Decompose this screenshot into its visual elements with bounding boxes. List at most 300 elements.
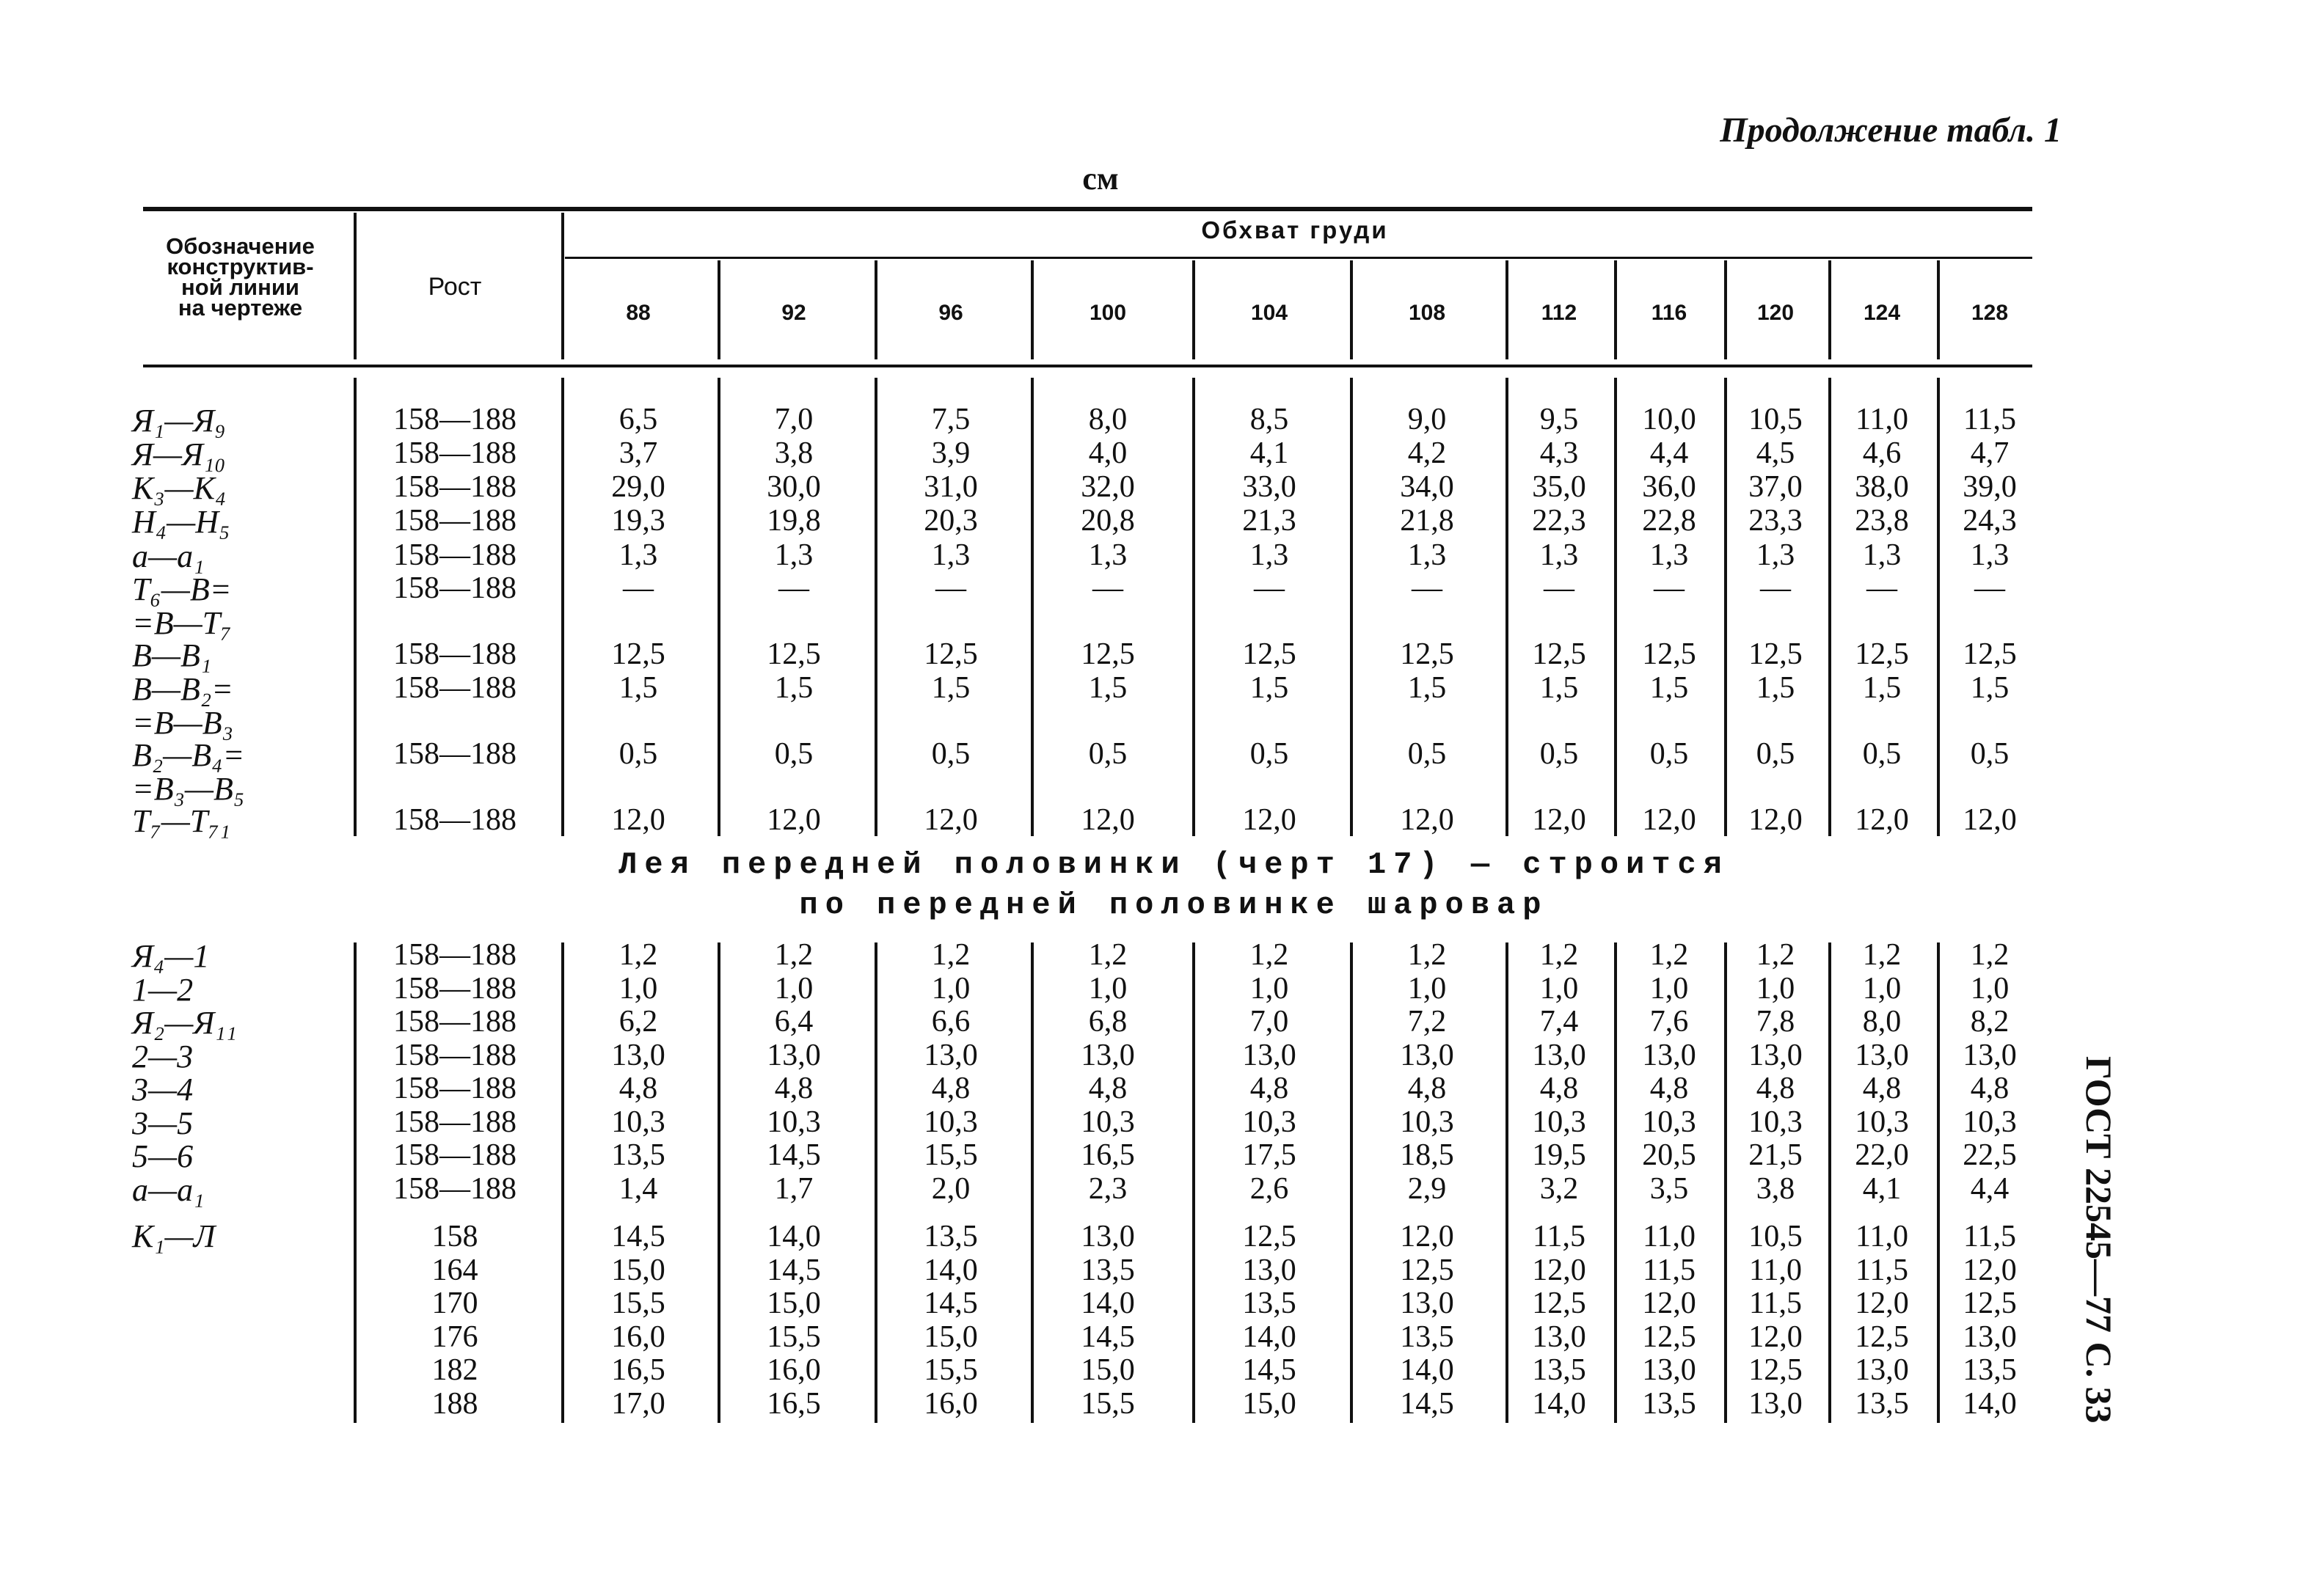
table-cell: 12,5 xyxy=(1532,637,1586,671)
table-cell: 22,5 xyxy=(1963,1138,2017,1172)
table-cell: 1,5 xyxy=(1756,671,1795,705)
column-header-designation xyxy=(139,233,341,321)
row-height: 164 xyxy=(431,1253,478,1287)
table-cell: 1,5 xyxy=(618,671,658,705)
table-cell: 14,0 xyxy=(1081,1286,1135,1320)
row-label: К₃—К₄ xyxy=(132,470,227,506)
table-cell: 12,0 xyxy=(1963,1253,2017,1287)
table-cell: 4,8 xyxy=(1249,1072,1289,1105)
row-height-range: 158—188 xyxy=(393,1038,517,1072)
table-cell: 21,5 xyxy=(1748,1138,1803,1172)
row-label: Т₇—Т₇₁ xyxy=(132,803,230,839)
table-cell: 30,0 xyxy=(767,470,821,504)
table-cell: 11,0 xyxy=(1855,1220,1908,1253)
column-header-height: Рост xyxy=(428,273,482,301)
table-cell: 12,5 xyxy=(1855,1319,1909,1354)
col-label-line: ной линии xyxy=(181,274,299,300)
row-height-range: 158—188 xyxy=(393,1105,517,1139)
table-cell: 2,9 xyxy=(1407,1171,1447,1206)
row-height-range: 158—188 xyxy=(393,737,517,771)
table-cell: 14,5 xyxy=(924,1286,978,1320)
table-cell: 0,5 xyxy=(1088,737,1128,771)
column-divider xyxy=(875,378,877,836)
table-cell: 12,5 xyxy=(1748,637,1803,671)
size-header-cell: 104 xyxy=(1250,301,1288,325)
table-cell: 0,5 xyxy=(1649,737,1689,771)
table-cell: 10,3 xyxy=(1532,1105,1586,1139)
table-cell: 15,5 xyxy=(611,1286,665,1320)
column-divider xyxy=(561,942,564,1423)
row-height-range: 158—188 xyxy=(393,1171,517,1206)
table-cell: 35,0 xyxy=(1532,470,1586,504)
row-height-range: 158—188 xyxy=(393,470,517,504)
table-cell: 13,0 xyxy=(1081,1220,1135,1253)
table-cell: 13,5 xyxy=(1242,1286,1296,1320)
table-cell: — xyxy=(623,571,654,605)
table-cell: 14,0 xyxy=(1400,1353,1454,1387)
table-cell: 3,8 xyxy=(1756,1171,1795,1206)
table-cell: 12,5 xyxy=(1400,637,1454,671)
size-header-cell: 108 xyxy=(1408,301,1446,325)
table-cell: 12,0 xyxy=(1532,1253,1586,1287)
table-cell: 3,7 xyxy=(618,436,658,470)
table-cell: 10,3 xyxy=(1963,1105,2017,1139)
table-cell: 0,5 xyxy=(1756,737,1795,771)
row-height: 170 xyxy=(431,1286,478,1320)
table-cell: 3,8 xyxy=(774,436,814,470)
table-cell: 13,0 xyxy=(1400,1038,1454,1072)
table-cell: 15,0 xyxy=(767,1286,821,1320)
table-cell: 21,3 xyxy=(1242,504,1296,538)
table-cell: 1,0 xyxy=(1970,971,2010,1006)
table-cell: 13,0 xyxy=(1242,1253,1296,1287)
table-cell: 11,5 xyxy=(1963,403,2016,436)
col-label-line: на чертеже xyxy=(178,295,303,321)
column-divider xyxy=(1350,942,1353,1423)
table-cell: 11,0 xyxy=(1643,1220,1696,1253)
header-bottom-rule xyxy=(143,365,2032,367)
table-cell: 12,0 xyxy=(1855,803,1909,837)
table-cell: 4,8 xyxy=(618,1072,658,1105)
table-cell: 0,5 xyxy=(774,737,814,771)
table-cell: 22,0 xyxy=(1855,1138,1909,1172)
col-label-line: Обозначение xyxy=(166,233,315,259)
table-cell: 14,0 xyxy=(767,1220,821,1253)
table-cell: 15,0 xyxy=(924,1319,978,1354)
table-cell: 0,5 xyxy=(1539,737,1579,771)
table-cell: 21,8 xyxy=(1400,504,1454,538)
table-cell: 8,0 xyxy=(1088,403,1128,436)
table-cell: 12,5 xyxy=(611,637,665,671)
table-cell: 31,0 xyxy=(924,470,978,504)
table-cell: 1,3 xyxy=(931,538,971,572)
table-cell: 0,5 xyxy=(1862,737,1902,771)
table-cell: 2,0 xyxy=(931,1171,971,1206)
row-height: 182 xyxy=(431,1353,478,1387)
size-header-cell: 124 xyxy=(1863,301,1901,325)
table-cell: 15,5 xyxy=(924,1138,978,1172)
table-cell: 11,5 xyxy=(1963,1220,2016,1253)
table-cell: 1,3 xyxy=(1970,538,2010,572)
table-cell: 12,0 xyxy=(1400,803,1454,837)
table-cell: 12,0 xyxy=(1532,803,1586,837)
table-cell: 1,2 xyxy=(1862,938,1902,972)
table-cell: 12,5 xyxy=(1532,1286,1586,1320)
table-cell: 13,5 xyxy=(1532,1353,1586,1387)
table-cell: — xyxy=(1092,571,1123,605)
column-divider xyxy=(1031,942,1034,1423)
side-page-footer: ГОСТ 22545—77 С. 33 xyxy=(2078,1056,2120,1424)
table-cell: 12,5 xyxy=(767,637,821,671)
table-cell: 14,0 xyxy=(1963,1386,2017,1421)
table-cell: 1,2 xyxy=(1249,938,1289,972)
table-cell: 15,0 xyxy=(1081,1353,1135,1387)
row-height-range: 158—188 xyxy=(393,637,517,671)
size-header-cell: 100 xyxy=(1089,301,1127,325)
table-cell: 16,5 xyxy=(767,1386,821,1421)
column-divider xyxy=(718,260,720,359)
row-label-continuation: =В—В₃ xyxy=(132,705,233,741)
table-cell: 9,5 xyxy=(1539,403,1579,436)
row-height-range: 158—188 xyxy=(393,538,517,572)
table-cell: 10,3 xyxy=(924,1105,978,1139)
table-cell: 14,0 xyxy=(1242,1319,1296,1354)
table-cell: 14,0 xyxy=(924,1253,978,1287)
note-line-1: Лея передней половинки (черт 17) — строится xyxy=(618,847,1729,882)
table-cell: 11,0 xyxy=(1855,403,1908,436)
table-cell: 6,4 xyxy=(774,1005,814,1039)
row-height-range: 158—188 xyxy=(393,803,517,837)
table-cell: 6,6 xyxy=(931,1005,971,1039)
table-cell: 1,0 xyxy=(931,971,971,1006)
row-label: Я₂—Я₁₁ xyxy=(132,1005,237,1041)
table-cell: 16,0 xyxy=(924,1386,978,1421)
table-cell: 10,3 xyxy=(1081,1105,1135,1139)
table-cell: 13,0 xyxy=(611,1038,665,1072)
table-cell: 12,0 xyxy=(1400,1220,1454,1253)
table-cell: 12,0 xyxy=(1748,803,1803,837)
table-cell: 1,5 xyxy=(1970,671,2010,705)
table-cell: 7,8 xyxy=(1756,1005,1795,1039)
table-cell: 15,5 xyxy=(767,1319,821,1354)
column-divider xyxy=(561,378,564,836)
table-cell: 1,2 xyxy=(1088,938,1128,972)
table-cell: 10,3 xyxy=(1642,1105,1696,1139)
table-cell: 13,0 xyxy=(1855,1353,1909,1387)
table-cell: 1,4 xyxy=(618,1171,658,1206)
column-divider xyxy=(1505,260,1508,359)
table-cell: 20,3 xyxy=(924,504,978,538)
column-divider xyxy=(1937,260,1940,359)
table-cell: 6,8 xyxy=(1088,1005,1128,1039)
table-cell: 1,2 xyxy=(1407,938,1447,972)
table-cell: — xyxy=(778,571,809,605)
table-cell: 4,8 xyxy=(931,1072,971,1105)
table-cell: 13,5 xyxy=(1400,1319,1454,1354)
table-cell: 13,5 xyxy=(1963,1353,2017,1387)
row-height: 188 xyxy=(431,1386,478,1421)
table-cell: 18,5 xyxy=(1400,1138,1454,1172)
table-cell: 12,0 xyxy=(924,803,978,837)
col-label-line: конструктив- xyxy=(167,254,314,279)
row-label: В₂—В₄= xyxy=(132,737,245,773)
table-cell: — xyxy=(1760,571,1791,605)
table-cell: 14,5 xyxy=(767,1138,821,1172)
row-height-range: 158—188 xyxy=(393,971,517,1006)
column-divider xyxy=(875,942,877,1423)
table-cell: 13,0 xyxy=(1642,1038,1696,1072)
row-label: Я₁—Я₉ xyxy=(132,403,226,439)
table-cell: 6,5 xyxy=(618,403,658,436)
table-cell: 16,0 xyxy=(611,1319,665,1354)
table-cell: 0,5 xyxy=(618,737,658,771)
table-cell: 13,5 xyxy=(1855,1386,1909,1421)
table-cell: 19,5 xyxy=(1532,1138,1586,1172)
table-cell: 39,0 xyxy=(1963,470,2017,504)
table-cell: 7,0 xyxy=(774,403,814,436)
size-header-cell: 128 xyxy=(1971,301,2009,325)
table-cell: 12,5 xyxy=(1748,1353,1803,1387)
table-cell: 1,7 xyxy=(774,1171,814,1206)
table-cell: 12,0 xyxy=(1642,1286,1696,1320)
table-cell: 22,3 xyxy=(1532,504,1586,538)
table-cell: 15,5 xyxy=(1081,1386,1135,1421)
table-cell: 2,6 xyxy=(1249,1171,1289,1206)
row-height-range: 158—188 xyxy=(393,436,517,470)
table-cell: 12,5 xyxy=(924,637,978,671)
column-divider xyxy=(1031,378,1034,836)
table-cell: 12,5 xyxy=(1963,1286,2017,1320)
table-cell: 12,5 xyxy=(1855,637,1909,671)
row-label: 5—6 xyxy=(132,1138,194,1174)
row-label: 1—2 xyxy=(132,971,194,1008)
table-cell: 10,3 xyxy=(767,1105,821,1139)
table-cell: 4,2 xyxy=(1407,436,1447,470)
row-label: 3—4 xyxy=(132,1072,194,1108)
table-cell: 3,9 xyxy=(931,436,971,470)
table-cell: — xyxy=(935,571,966,605)
table-cell: 17,0 xyxy=(611,1386,665,1421)
table-cell: 14,5 xyxy=(1081,1319,1135,1354)
table-cell: 12,0 xyxy=(1642,803,1696,837)
table-cell: 8,2 xyxy=(1970,1005,2010,1039)
table-cell: 11,5 xyxy=(1749,1286,1802,1320)
table-cell: 13,0 xyxy=(1642,1353,1696,1387)
row-height-range: 158—188 xyxy=(393,504,517,538)
table-cell: 12,0 xyxy=(1963,803,2017,837)
table-cell: 13,0 xyxy=(1963,1319,2017,1354)
table-cell: 1,5 xyxy=(1539,671,1579,705)
table-cell: 1,2 xyxy=(1970,938,2010,972)
table-cell: 13,0 xyxy=(1532,1319,1586,1354)
size-header-cell: 112 xyxy=(1541,301,1577,325)
table-cell: 10,0 xyxy=(1642,403,1696,436)
column-divider xyxy=(1828,260,1831,359)
table-cell: 15,0 xyxy=(611,1253,665,1287)
table-cell: 1,0 xyxy=(1649,971,1689,1006)
row-height-range: 158—188 xyxy=(393,1072,517,1105)
table-cell: 13,0 xyxy=(1748,1386,1803,1421)
table-cell: 4,8 xyxy=(1649,1072,1689,1105)
table-cell: 23,8 xyxy=(1855,504,1909,538)
sizes-rule xyxy=(565,257,2032,259)
table-cell: 12,0 xyxy=(611,803,665,837)
column-divider xyxy=(1724,260,1727,359)
table-cell: 19,8 xyxy=(767,504,821,538)
size-header-cell: 96 xyxy=(938,301,963,325)
table-cell: — xyxy=(1544,571,1574,605)
table-cell: 1,0 xyxy=(1862,971,1902,1006)
table-cell: 4,7 xyxy=(1970,436,2010,470)
table-cell: 4,4 xyxy=(1970,1171,2010,1206)
table-cell: 12,5 xyxy=(1963,637,2017,671)
table-cell: 4,8 xyxy=(1088,1072,1128,1105)
table-cell: 4,5 xyxy=(1756,436,1795,470)
row-label: 2—3 xyxy=(132,1038,194,1075)
row-height-range: 158—188 xyxy=(393,1138,517,1172)
table-cell: 7,4 xyxy=(1539,1005,1579,1039)
table-cell: 12,0 xyxy=(1081,803,1135,837)
table-cell: 33,0 xyxy=(1242,470,1296,504)
table-cell: 1,3 xyxy=(1539,538,1579,572)
table-cell: 12,5 xyxy=(1642,1319,1696,1354)
table-cell: — xyxy=(1974,571,2005,605)
table-cell: — xyxy=(1412,571,1442,605)
table-cell: 13,0 xyxy=(1963,1038,2017,1072)
table-cell: 1,2 xyxy=(1539,938,1579,972)
table-cell: 13,0 xyxy=(1532,1038,1586,1072)
table-cell: 1,0 xyxy=(1088,971,1128,1006)
table-cell: 14,5 xyxy=(611,1220,665,1253)
table-cell: 1,3 xyxy=(1407,538,1447,572)
row-label: Н₄—Н₅ xyxy=(132,504,230,540)
table-cell: 15,5 xyxy=(924,1353,978,1387)
row-height: 176 xyxy=(431,1319,478,1354)
row-label: Т₆—В= xyxy=(132,571,232,607)
table-cell: 9,0 xyxy=(1407,403,1447,436)
column-divider xyxy=(354,213,357,359)
table-cell: 1,0 xyxy=(1539,971,1579,1006)
row-label: а—а₁ xyxy=(132,538,205,574)
size-header-cell: 92 xyxy=(781,301,806,325)
table-cell: 4,8 xyxy=(774,1072,814,1105)
table-cell: 8,5 xyxy=(1249,403,1289,436)
table-cell: 1,5 xyxy=(1249,671,1289,705)
table-cell: 16,0 xyxy=(767,1353,821,1387)
table-cell: 1,5 xyxy=(1649,671,1689,705)
table-cell: 7,5 xyxy=(931,403,971,436)
table-cell: 4,0 xyxy=(1088,436,1128,470)
units-label: см xyxy=(1082,161,1119,197)
table-cell: 1,0 xyxy=(774,971,814,1006)
table-cell: 12,5 xyxy=(1081,637,1135,671)
table-cell: 4,8 xyxy=(1407,1072,1447,1105)
table-cell: 1,3 xyxy=(774,538,814,572)
table-cell: 2,3 xyxy=(1088,1171,1128,1206)
table-cell: 1,5 xyxy=(774,671,814,705)
table-cell: 14,5 xyxy=(767,1253,821,1287)
row-label: 3—5 xyxy=(132,1105,194,1141)
column-divider xyxy=(875,260,877,359)
table-cell: 11,5 xyxy=(1643,1253,1696,1287)
table-cell: — xyxy=(1254,571,1285,605)
table-cell: 1,0 xyxy=(618,971,658,1006)
row-label: Я—Я₁₀ xyxy=(132,436,226,472)
table-cell: 1,2 xyxy=(931,938,971,972)
table-cell: — xyxy=(1866,571,1897,605)
table-cell: 4,8 xyxy=(1862,1072,1902,1105)
table-cell: 1,2 xyxy=(774,938,814,972)
table-cell: 23,3 xyxy=(1748,504,1803,538)
table-cell: 0,5 xyxy=(1407,737,1447,771)
table-cell: 19,3 xyxy=(611,504,665,538)
table-cell: 7,0 xyxy=(1249,1005,1289,1039)
top-rule xyxy=(143,207,2032,211)
table-cell: 12,5 xyxy=(1642,637,1696,671)
table-cell: 1,3 xyxy=(1249,538,1289,572)
table-cell: 1,2 xyxy=(1649,938,1689,972)
table-cell: 1,3 xyxy=(1649,538,1689,572)
table-cell: 13,5 xyxy=(1081,1253,1135,1287)
table-cell: 1,2 xyxy=(618,938,658,972)
table-cell: 16,5 xyxy=(1081,1138,1135,1172)
table-cell: 1,3 xyxy=(1862,538,1902,572)
table-cell: 3,2 xyxy=(1539,1171,1579,1206)
table-cell: 1,3 xyxy=(1088,538,1128,572)
table-cell: 11,5 xyxy=(1533,1220,1585,1253)
column-divider xyxy=(1192,378,1195,836)
table-cell: 10,3 xyxy=(1400,1105,1454,1139)
table-cell: 13,5 xyxy=(924,1220,978,1253)
column-divider xyxy=(1192,260,1195,359)
table-cell: 0,5 xyxy=(1249,737,1289,771)
column-divider xyxy=(1350,260,1353,359)
table-cell: 20,8 xyxy=(1081,504,1135,538)
row-label: К₁—Л xyxy=(132,1218,216,1254)
table-cell: 14,5 xyxy=(1400,1386,1454,1421)
table-cell: 4,4 xyxy=(1649,436,1689,470)
size-header-cell: 116 xyxy=(1651,301,1687,325)
table-cell: 37,0 xyxy=(1748,470,1803,504)
table-cell: 10,5 xyxy=(1748,1220,1803,1253)
row-height-range: 158—188 xyxy=(393,403,517,436)
table-cell: 1,3 xyxy=(618,538,658,572)
table-cell: 11,0 xyxy=(1749,1253,1802,1287)
table-cell: 13,5 xyxy=(1642,1386,1696,1421)
table-cell: 10,3 xyxy=(1242,1105,1296,1139)
table-cell: 22,8 xyxy=(1642,504,1696,538)
table-cell: 13,0 xyxy=(924,1038,978,1072)
column-divider xyxy=(1192,942,1195,1423)
table-cell: 4,8 xyxy=(1756,1072,1795,1105)
row-label: В—В₁ xyxy=(132,637,212,673)
table-cell: 12,0 xyxy=(1748,1319,1803,1354)
table-cell: 12,5 xyxy=(1242,1220,1296,1253)
table-cell: 4,1 xyxy=(1862,1171,1902,1206)
table-cell: 38,0 xyxy=(1855,470,1909,504)
table-cell: 32,0 xyxy=(1081,470,1135,504)
size-header-cell: 88 xyxy=(626,301,651,325)
row-label: В—В₂= xyxy=(132,671,233,707)
table-cell: 13,0 xyxy=(1400,1286,1454,1320)
table-cell: 13,0 xyxy=(767,1038,821,1072)
table-cell: 4,1 xyxy=(1249,436,1289,470)
table-cell: 12,0 xyxy=(767,803,821,837)
table-cell: 7,2 xyxy=(1407,1005,1447,1039)
table-cell: 13,5 xyxy=(611,1138,665,1172)
table-cell: 13,0 xyxy=(1855,1038,1909,1072)
table-cell: 20,5 xyxy=(1642,1138,1696,1172)
